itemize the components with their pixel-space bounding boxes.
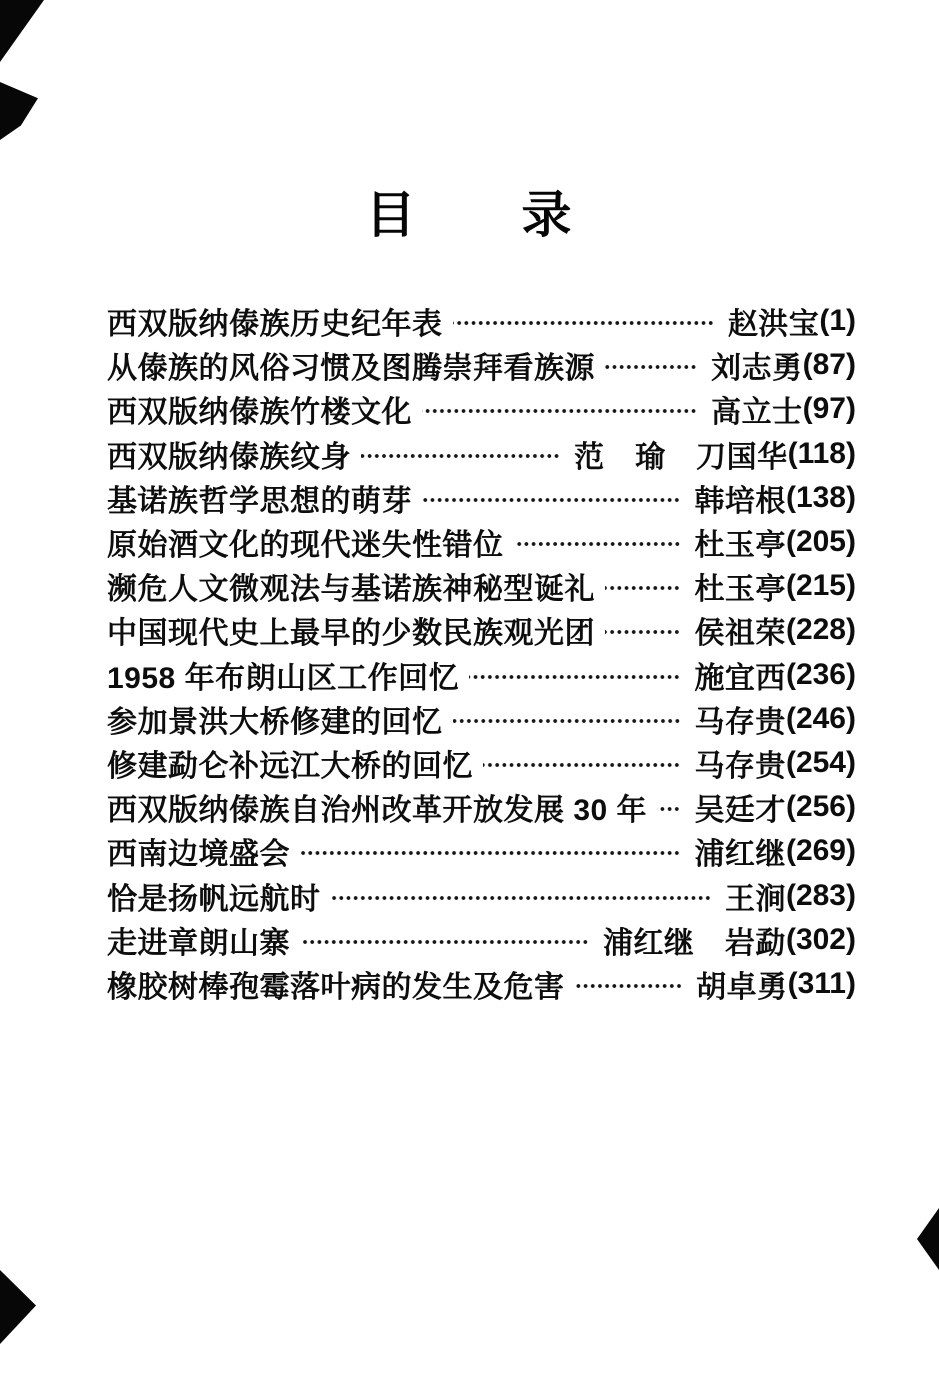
entry-author: 范 瑜 刀国华 [574,440,788,474]
entry-page-number: ( 97 ) [803,392,856,426]
dotted-leader [483,760,680,770]
toc-entry [107,387,856,431]
entry-author: 杜玉亭 [694,529,786,563]
entry-author: 赵洪宝 [727,308,820,342]
dotted-leader [605,627,680,637]
entry-author: 高立士 [711,396,803,430]
toc-list [107,299,856,1006]
entry-title: 西双版纳傣族历史纪年表 [107,308,443,342]
dotted-leader [469,672,680,682]
dotted-leader [605,362,697,372]
toc-entry [107,476,856,520]
entry-author: 浦红继 [694,838,786,872]
toc-entry [107,343,856,387]
entry-title: 基诺族哲学思想的萌芽 [107,484,412,518]
toc-entry [107,653,856,697]
toc-entry [107,564,856,608]
toc-entry [107,962,856,1006]
entry-title: 修建勐仑补远江大桥的回忆 [107,749,473,783]
entry-author: 韩培根 [694,484,786,518]
entry-author: 马存贵 [694,705,786,739]
entry-page-number: ( 215 ) [786,569,856,603]
entry-title: 濒危人文微观法与基诺族神秘型诞礼 [107,573,595,607]
entry-page-number: ( 228 ) [786,613,856,647]
toc-entry [107,697,856,741]
entry-title: 西南边境盛会 [107,838,290,872]
entry-page-number: ( 138 ) [786,481,856,515]
dotted-leader [300,848,680,858]
toc-entry [107,299,856,343]
entry-author: 施宜西 [694,661,786,695]
toc-entry [107,785,856,829]
toc-entry [107,741,856,785]
entry-page-number: ( 302 ) [786,923,856,957]
entry-page-number: ( 256 ) [786,790,856,824]
entry-title: 参加景洪大桥修建的回忆 [107,705,443,739]
entry-page-number: ( 269 ) [786,834,856,868]
dotted-leader [605,583,680,593]
dotted-leader [453,716,681,726]
dotted-leader [453,318,714,328]
entry-page-number: ( 87 ) [803,348,856,382]
scan-artifact-right-edge [917,1208,939,1270]
entry-page-number: ( 311 ) [788,967,856,1001]
scan-artifact-bottom-left [0,1270,36,1344]
entry-title: 西双版纳傣族纹身 [107,440,351,474]
entry-page-number: ( 246 ) [786,702,856,736]
dotted-leader [300,937,589,947]
entry-page-number: ( 236 ) [786,658,856,692]
entry-author: 浦红继 岩勐 [602,926,786,960]
toc-entry [107,829,856,873]
toc-entry [107,520,856,564]
toc-entry [107,608,856,652]
entry-author: 马存贵 [694,749,786,783]
entry-title: 从傣族的风俗习惯及图腾崇拜看族源 [107,352,595,386]
entry-title: 中国现代史上最早的少数民族观光团 [107,617,595,651]
entry-page-number: ( 254 ) [786,746,856,780]
entry-page-number: ( 205 ) [786,525,856,559]
page-title: 目 录 [365,187,574,243]
entry-title: 西双版纳傣族竹楼文化 [107,396,412,430]
entry-page-number: ( 118 ) [788,437,856,471]
scan-artifact-left-edge [0,82,38,140]
dotted-leader [514,539,681,549]
entry-page-number: ( 1 ) [819,304,856,338]
toc-entry [107,918,856,962]
dotted-leader [657,804,680,814]
entry-author: 王涧 [724,882,786,916]
entry-title: 原始酒文化的现代迷失性错位 [107,529,504,563]
entry-title: 橡胶树棒孢霉落叶病的发生及危害 [107,970,565,1004]
entry-author: 杜玉亭 [694,573,786,607]
entry-title: 走进章朗山寨 [107,926,290,960]
entry-author: 刘志勇 [711,352,803,386]
entry-title: 西双版纳傣族自治州改革开放发展 30 年 [107,794,648,828]
scan-artifact-top-left-corner [0,0,44,62]
dotted-leader [422,406,697,416]
entry-title: 1958 年布朗山区工作回忆 [107,661,460,695]
dotted-leader [575,981,683,991]
entry-author: 吴廷才 [694,794,786,828]
entry-author: 胡卓勇 [696,970,788,1004]
dotted-leader [361,451,560,461]
entry-author: 侯祖荣 [694,617,786,651]
toc-entry [107,432,856,476]
dotted-leader [331,893,711,903]
dotted-leader [422,495,680,505]
entry-title: 恰是扬帆远航时 [107,882,321,916]
entry-page-number: ( 283 ) [786,879,856,913]
toc-entry [107,873,856,917]
